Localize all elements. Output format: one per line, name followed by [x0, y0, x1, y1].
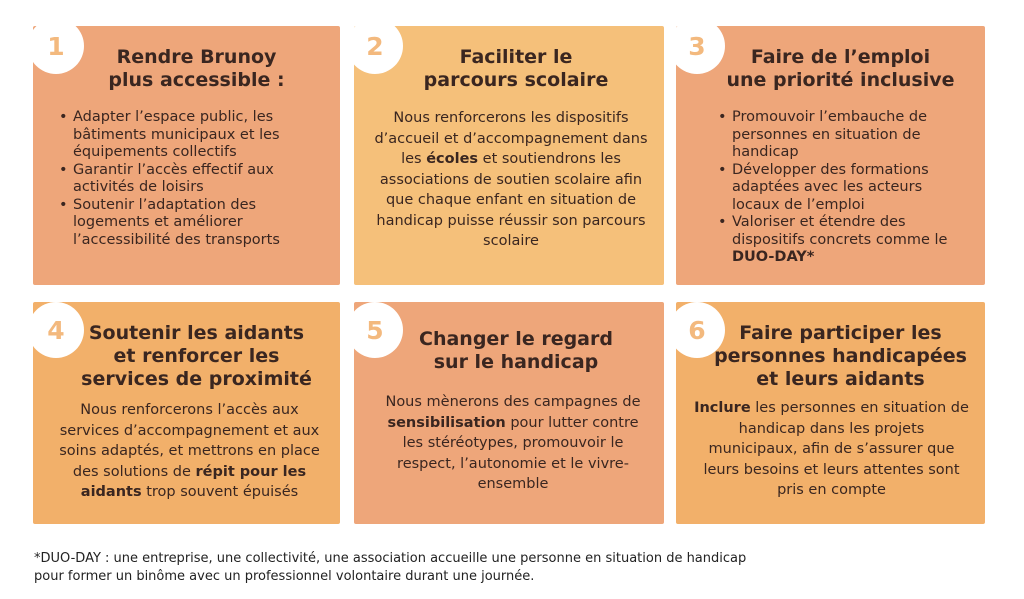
card-2-emphasis: écoles	[426, 151, 479, 167]
card-1-bullet: • Adapter l’espace public, les bâtiments municipaux et les équipements collectifs	[73, 109, 335, 162]
footnote-line-2: pour former un binôme avec un professionnel volontaire durant une journée.	[34, 569, 535, 584]
card-5-body: Nous mènerons des campagnes de sensibilisation pour lutter contre les stéréotypes, promouvoir le respect, l’autonomie et le vivre-ensemble	[385, 394, 641, 492]
card-4-body: Nous renforcerons l’accès aux services d’accompagnement et aux soins adaptés, et mettrons en place des solutions de répit pour les aidants trop souvent épuisés	[59, 402, 320, 500]
card-5-title: Changer le regard sur le handicap	[419, 328, 613, 373]
number-badge-2: 2	[347, 18, 403, 74]
footnote-line-1: *DUO-DAY : une entreprise, une collectivité, une association accueille une personne en situation de handicap	[34, 551, 747, 566]
card-3	[676, 26, 985, 285]
card-6-title: Faire participer les personnes handicapées et leurs aidants	[714, 322, 967, 390]
card-2-body: Nous renforcerons les dispositifs d’accueil et d’accompagnement dans les écoles et soutiendrons les associations de soutien scolaire afin que chaque enfant en situation de handicap puisse réussir son parcours scolaire	[374, 110, 648, 249]
card-4-title: Soutenir les aidants et renforcer les services de proximité	[81, 322, 312, 390]
number-badge-4: 4	[28, 302, 84, 358]
card-5-emphasis: sensibilisation	[387, 414, 506, 431]
card-4-emphasis: répit pour les aidants	[80, 463, 307, 500]
card-1-title: Rendre Brunoy plus accessible :	[108, 46, 285, 91]
card-1-bullets	[55, 109, 335, 249]
card-1-bullet: • Garantir l’accès effectif aux activités de loisirs	[73, 162, 335, 197]
card-3-bullet: • Promouvoir l’embauche de personnes en situation de handicap	[732, 109, 964, 162]
card-3-bullets	[714, 109, 964, 267]
number-badge-1: 1	[28, 18, 84, 74]
card-3-emphasis: DUO-DAY*	[732, 249, 815, 265]
number-badge-3: 3	[669, 18, 725, 74]
card-6-emphasis: Inclure	[694, 400, 751, 416]
card-3-title: Faire de l’emploi une priorité inclusive	[726, 46, 955, 91]
number-badge-6: 6	[669, 302, 725, 358]
card-1	[33, 26, 340, 285]
number-badge-5: 5	[347, 302, 403, 358]
card-3-bullet: • Développer des formations adaptées avec les acteurs locaux de l’emploi	[732, 162, 964, 215]
card-3-bullet: • Valoriser et étendre des dispositifs concrets comme le DUO-DAY*	[732, 214, 964, 267]
card-2-title: Faciliter le parcours scolaire	[423, 46, 609, 91]
card-2	[354, 26, 664, 285]
footnote	[34, 550, 746, 586]
card-1-bullet: • Soutenir l’adaptation des logements et améliorer l’accessibilité des transports	[73, 197, 335, 250]
card-6-body: Inclure les personnes en situation de handicap dans les projets municipaux, afin de s’assurer que leurs besoins et leurs attentes sont pris en compte	[694, 400, 969, 498]
